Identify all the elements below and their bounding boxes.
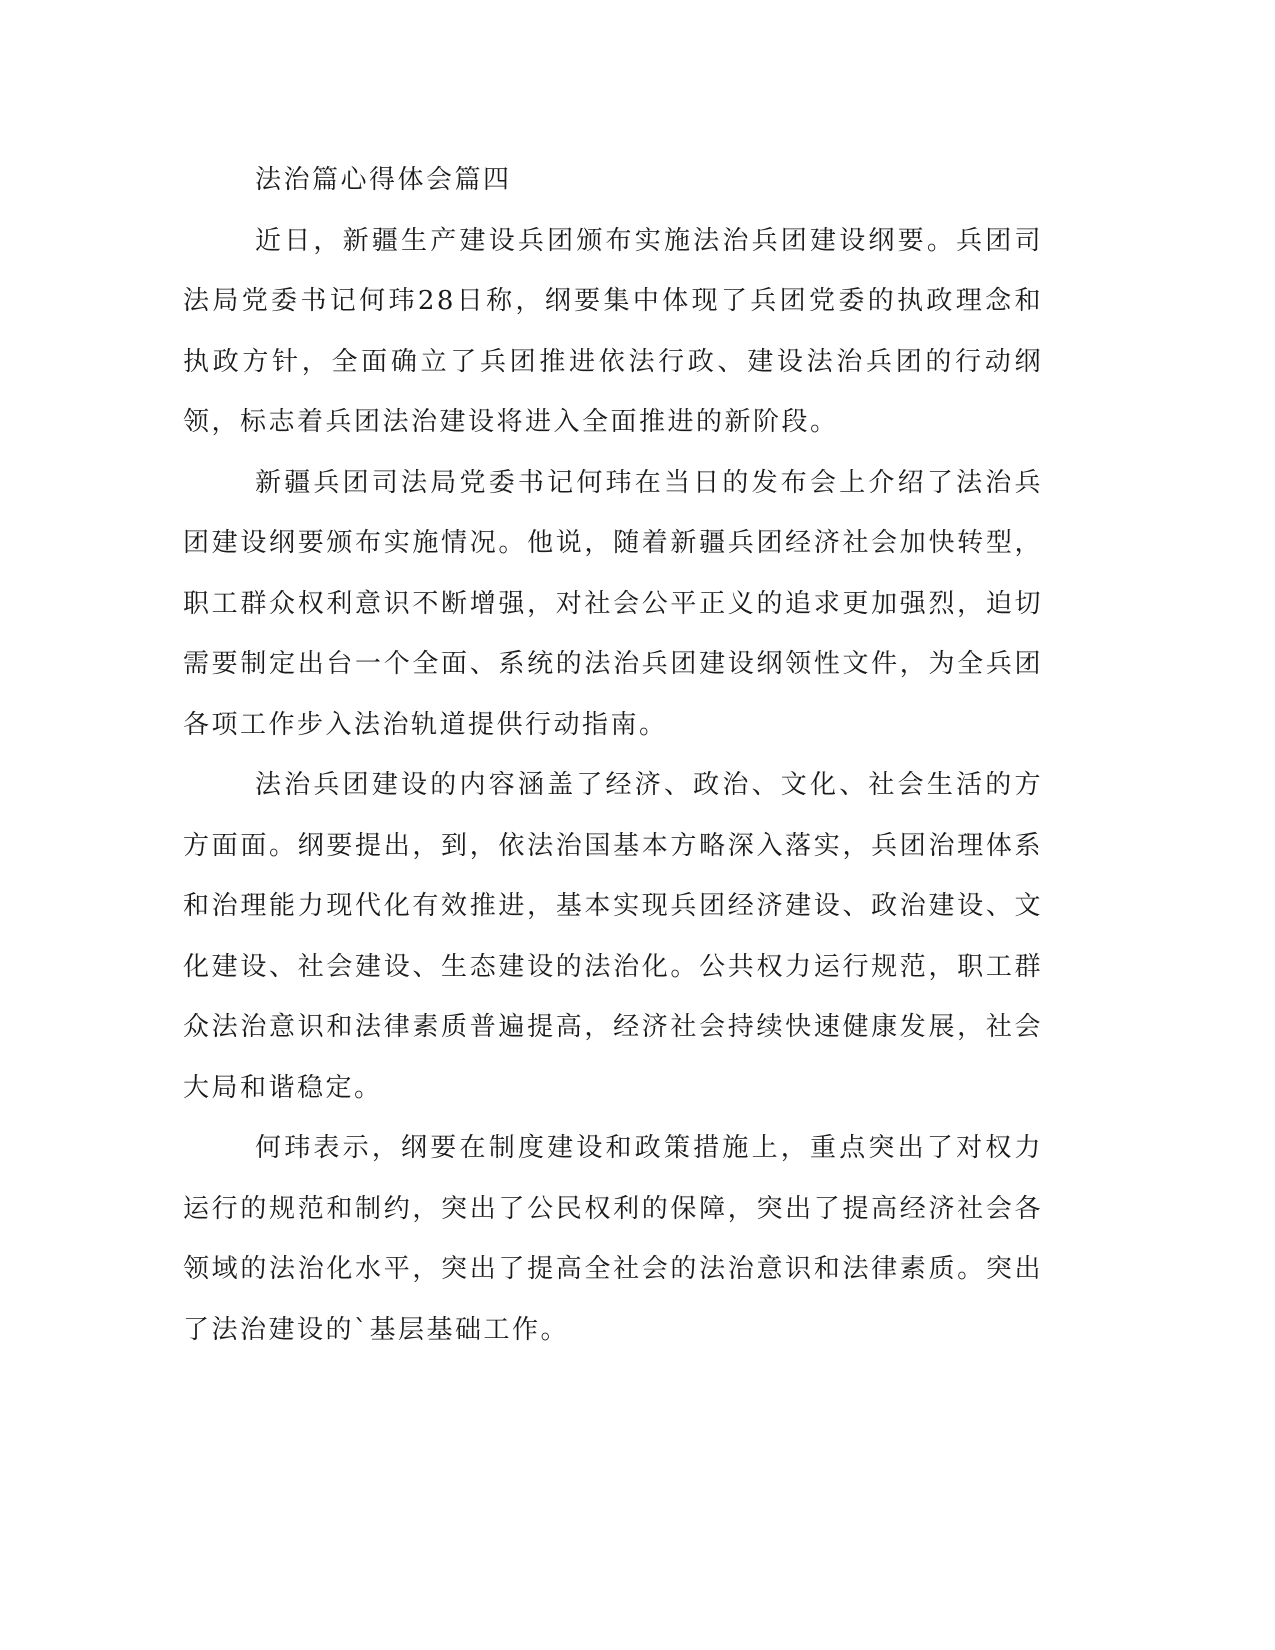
paragraph-2: 新疆兵团司法局党委书记何玮在当日的发布会上介绍了法治兵团建设纲要颁布实施情况。他说，随着新疆兵团经济社会加快转型，职工群众权利意识不断增强，对社会公平正义的追求更加强烈，迫切需要制定出台一个全面、系统的法治兵团建设纲领性文件，为全兵团各项工作步入法治轨道提供行动指南。 — [183, 467, 1043, 740]
paragraph-1: 近日，新疆生产建设兵团颁布实施法治兵团建设纲要。兵团司法局党委书记何玮28日称，纲要集中体现了兵团党委的执政理念和执政方针，全面确立了兵团推进依法行政、建设法治兵团的行动纲领，标志着兵团法治建设将进入全面推进的新阶段。 — [183, 225, 1043, 437]
paragraph-4: 何玮表示，纲要在制度建设和政策措施上，重点突出了对权力运行的规范和制约，突出了公民权利的保障，突出了提高经济社会各领域的法治化水平，突出了提高全社会的法治意识和法律素质。突出了法治建设的`基层基础工作。 — [183, 1133, 1043, 1345]
paragraph-3: 法治兵团建设的内容涵盖了经济、政治、文化、社会生活的方方面面。纲要提出，到，依法治国基本方略深入落实，兵团治理体系和治理能力现代化有效推进，基本实现兵团经济建设、政治建设、文化建设、社会建设、生态建设的法治化。公共权力运行规范，职工群众法治意识和法律素质普遍提高，经济社会持续快速健康发展，社会大局和谐稳定。 — [183, 770, 1043, 1103]
document-body — [183, 150, 1043, 1360]
document-title: 法治篇心得体会篇四 — [255, 165, 512, 195]
